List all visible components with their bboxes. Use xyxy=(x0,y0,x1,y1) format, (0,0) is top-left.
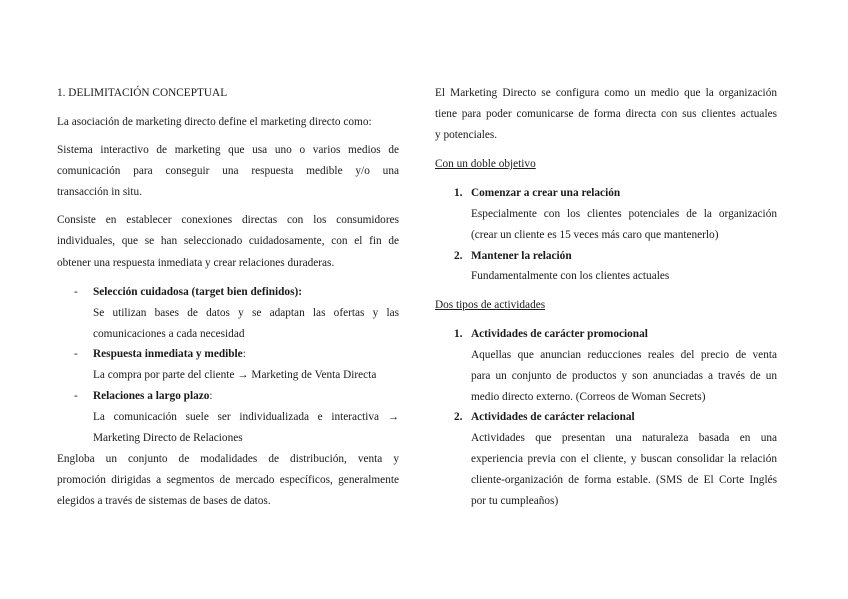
list-line: Actividades que presentan una naturaleza basada en una xyxy=(471,432,777,444)
actividades-heading: Dos tipos de actividades xyxy=(435,299,546,311)
definition-line: transacción in situ. xyxy=(57,186,143,198)
list-title: Actividades de carácter relacional xyxy=(471,411,635,423)
bullet-line: Se utilizan bases de datos y se adaptan las ofertas y las xyxy=(93,307,399,319)
list-title: Comenzar a crear una relación xyxy=(471,187,621,199)
bullet-title-suffix: : xyxy=(209,390,213,402)
bullet-dash: - xyxy=(74,390,78,402)
list-number: 2. xyxy=(454,250,463,262)
list-line: por tu cumpleaños) xyxy=(471,495,559,507)
consiste-line: individuales, que se han seleccionado cuidadosamente, con el fin de xyxy=(57,235,399,247)
bullet-title: Respuesta inmediata y medible xyxy=(93,348,243,360)
bullet-dash: - xyxy=(74,286,78,298)
bullet-title-suffix: : xyxy=(242,348,246,360)
right-intro-line: y potenciales. xyxy=(435,129,498,141)
list-line: Especialmente con los clientes potenciales de la organización xyxy=(471,208,777,220)
consiste-line: Consiste en establecer conexiones directas con los consumidores xyxy=(57,214,399,226)
bullet-line: La comunicación suele ser individualizada e interactiva → xyxy=(93,411,399,423)
engloba-line: promoción dirigidas a segmentos de mercado específicos, generalmente xyxy=(57,474,399,486)
right-intro-line: tiene para poder comunicarse de forma directa con sus clientes actuales xyxy=(435,108,777,120)
list-line: (crear un cliente es 15 veces más caro que mantenerlo) xyxy=(471,229,719,241)
bullet-line: La compra por parte del cliente → Marketing de Venta Directa xyxy=(93,369,377,381)
bullet-title: Relaciones a largo plazo xyxy=(93,390,210,402)
list-title: Actividades de carácter promocional xyxy=(471,328,648,340)
list-line: experiencia previa con el cliente, y buscan consolidar la relación xyxy=(471,453,777,465)
definition-line: Sistema interactivo de marketing que usa uno o varios medios de xyxy=(57,144,399,156)
list-number: 1. xyxy=(454,328,463,340)
engloba-line: Engloba un conjunto de modalidades de distribución, venta y xyxy=(57,453,399,465)
list-number: 1. xyxy=(454,187,463,199)
list-number: 2. xyxy=(454,411,463,423)
bullet-dash: - xyxy=(74,348,78,360)
bullet-title-wrap xyxy=(93,389,213,403)
objetivo-heading: Con un doble objetivo xyxy=(435,158,536,170)
bullet-line: comunicaciones a cada necesidad xyxy=(93,328,245,340)
bullet-line: Marketing Directo de Relaciones xyxy=(93,432,243,444)
list-title: Mantener la relación xyxy=(471,250,572,262)
section-heading: 1. DELIMITACIÓN CONCEPTUAL xyxy=(57,87,228,99)
consiste-line: obtener una respuesta inmediata y crear relaciones duraderas. xyxy=(57,257,335,269)
intro-text: La asociación de marketing directo define el marketing directo como: xyxy=(57,116,372,128)
right-intro-line: El Marketing Directo se configura como un medio que la organización xyxy=(435,87,777,99)
list-line: cliente-organización de forma estable. (SMS de El Corte Inglés xyxy=(471,474,777,486)
list-line: Aquellas que anuncian reducciones reales del precio de venta xyxy=(471,349,777,361)
bullet-title-wrap xyxy=(93,347,246,361)
engloba-line: elegidos a través de sistemas de bases de datos. xyxy=(57,495,271,507)
definition-line: comunicación para conseguir una respuesta medible y/o una xyxy=(57,165,399,177)
bullet-title: Selección cuidadosa (target bien definidos): xyxy=(93,286,302,298)
list-line: medio directo externo. (Correos de Woman Secrets) xyxy=(471,391,706,403)
list-line: Fundamentalmente con los clientes actuales xyxy=(471,270,670,282)
list-line: para un conjunto de productos y son anunciadas a través de un xyxy=(471,370,777,382)
